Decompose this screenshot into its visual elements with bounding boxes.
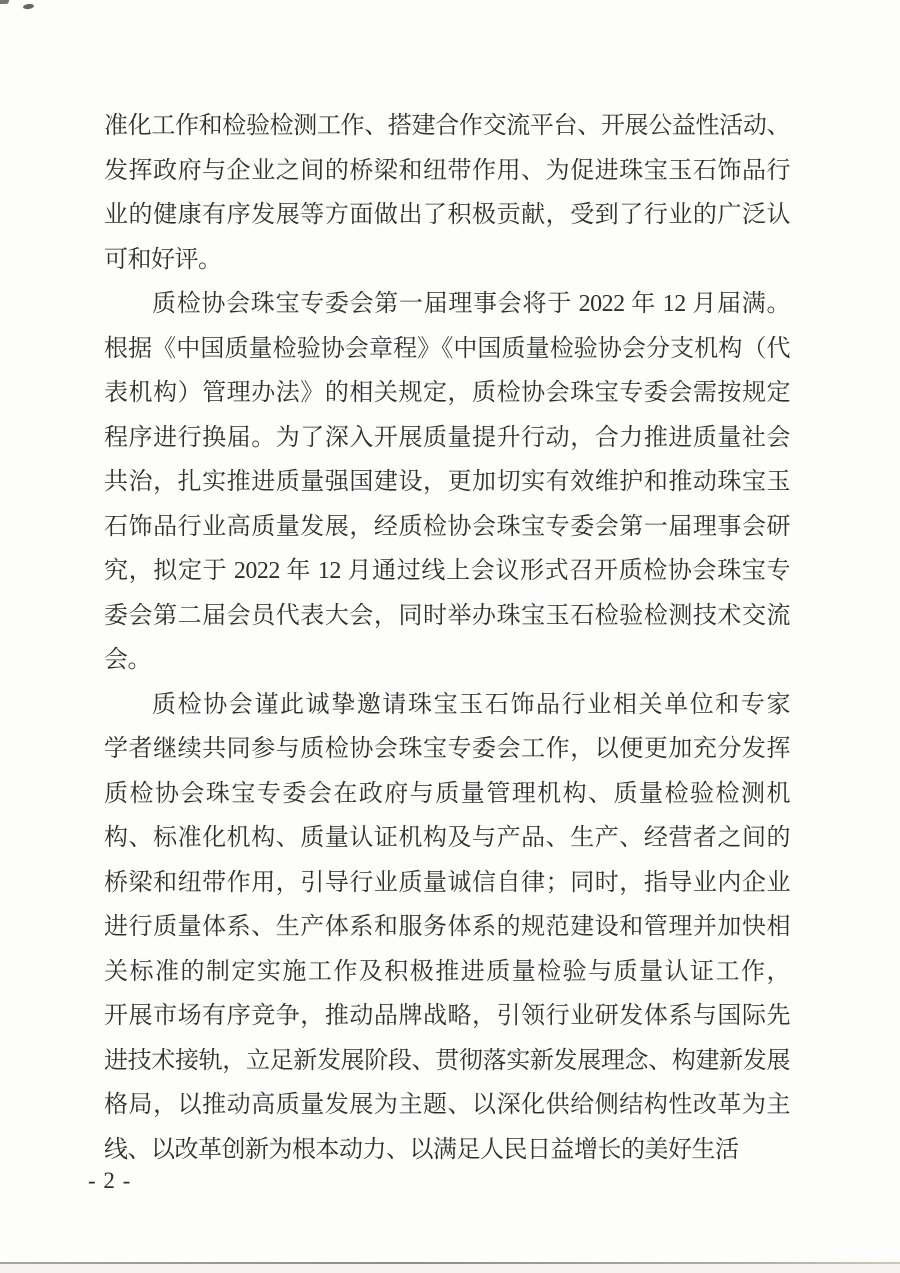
- text-line: 可和好评。: [104, 246, 222, 273]
- text-line: 质检协会珠宝专委会在政府与质量管理机构、质量检验检测机: [104, 780, 790, 807]
- scan-bottom-strip: [0, 1264, 900, 1273]
- paragraph: [104, 104, 790, 282]
- text-line: 质检协会珠宝专委会第一届理事会将于 2022 年 12 月届满。: [152, 291, 790, 317]
- text-line: 构、标准化机构、质量认证机构及与产品、生产、经营者之间的: [104, 825, 790, 851]
- text-line: 开展市场有序竞争，推动品牌战略，引领行业研发体系与国际先: [104, 1003, 790, 1029]
- text-line: 发挥政府与企业之间的桥梁和纽带作用、为促进珠宝玉石饰品行: [104, 157, 790, 184]
- document-body-text: [104, 104, 790, 1172]
- text-line: 共治，扎实推进质量强国建设，更加切实有效维护和推动珠宝玉: [104, 469, 790, 495]
- scan-speck-artifact: [23, 3, 35, 9]
- text-line: 石饰品行业高质量发展，经质检协会珠宝专委会第一届理事会研: [104, 513, 790, 540]
- text-line: 桥梁和纽带作用，引导行业质量诚信自律；同时，指导业内企业: [104, 869, 790, 896]
- text-line: 准化工作和检验检测工作、搭建合作交流平台、开展公益性活动、: [104, 113, 790, 139]
- text-line: 进技术接轨，立足新发展阶段、贯彻落实新发展理念、构建新发展: [104, 1047, 790, 1074]
- text-line: 会。: [104, 647, 151, 673]
- text-line: 根据《中国质量检验协会章程》《中国质量检验协会分支机构（代: [104, 335, 790, 362]
- text-line: 业的健康有序发展等方面做出了积极贡献，受到了行业的广泛认: [104, 202, 790, 228]
- text-line: 进行质量体系、生产体系和服务体系的规范建设和管理并加快相: [104, 914, 790, 940]
- text-line: 程序进行换届。为了深入开展质量提升行动，合力推进质量社会: [104, 424, 790, 451]
- text-line: 线、以改革创新为根本动力、以满足人民日益增长的美好生活: [104, 1136, 739, 1163]
- paragraph: [104, 683, 790, 1173]
- text-line: 委会第二届会员代表大会，同时举办珠宝玉石检验检测技术交流: [104, 602, 790, 629]
- text-line: 究，拟定于 2022 年 12 月通过线上会议形式召开质检协会珠宝专: [104, 558, 790, 584]
- text-line: 格局，以推动高质量发展为主题、以深化供给侧结构性改革为主: [104, 1092, 790, 1118]
- scan-speck-artifact: [0, 0, 9, 4]
- text-line: 关标准的制定实施工作及积极推进质量检验与质量认证工作，: [104, 958, 790, 985]
- page-number: - 2 -: [88, 1168, 132, 1193]
- paragraph: [104, 282, 790, 683]
- text-line: 学者继续共同参与质检协会珠宝专委会工作，以便更加充分发挥: [104, 736, 790, 762]
- text-line: 表机构）管理办法》的相关规定，质检协会珠宝专委会需按规定: [104, 380, 790, 406]
- text-line: 质检协会谨此诚挚邀请珠宝玉石饰品行业相关单位和专家: [152, 691, 790, 718]
